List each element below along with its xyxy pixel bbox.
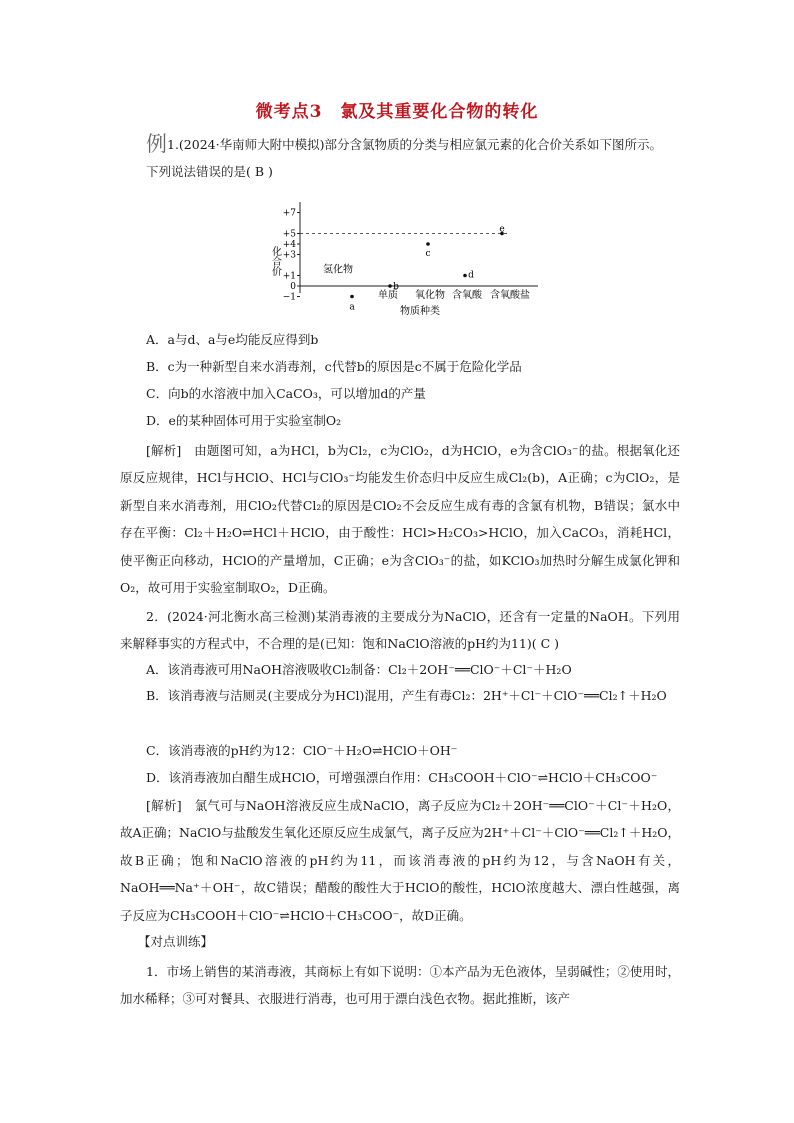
y-tick-label: +4 bbox=[282, 240, 296, 250]
y-tick-label: +7 bbox=[282, 208, 296, 219]
analysis-2: [解析] 氯气可与NaOH溶液反应生成NaClO，离子反应为Cl₂＋2OH⁻══ClO⁻＋Cl⁻＋H₂O，故A正确；NaClO与盐酸发生氧化还原反应生成氯气，离子反应为2H⁺＋Cl⁻＋ClO⁻══Cl₂↑＋H₂O，故B正确；饱和NaClO溶液的pH约为11，而该消毒液的pH约为12，与含NaOH有关，NaOH══Na⁺＋OH⁻，故C错误；醋酸的酸性大于HClO的酸性，HClO浓度越大、漂白性越强，离子反应为CH₃COOH＋ClO⁻⇌HClO＋CH₃COO⁻，故D正确。 bbox=[120, 798, 681, 923]
option-2b: B．该消毒液与洁厕灵(主要成分为HCl)混用，产生有毒Cl₂：2H⁺＋Cl⁻＋ClO⁻══Cl₂↑＋H₂O bbox=[146, 688, 667, 703]
point-label-e: e bbox=[499, 224, 505, 235]
point-label-c: c bbox=[425, 249, 431, 259]
option-2c: C．该消毒液的pH约为12：ClO⁻＋H₂O⇌HClO＋OH⁻ bbox=[146, 743, 458, 758]
option-2a: A．该消毒液可用NaOH溶液吸收Cl₂制备：Cl₂＋2OH⁻══ClO⁻＋Cl⁻＋H₂O bbox=[146, 662, 572, 677]
y-tick-label: +1 bbox=[282, 271, 296, 282]
question-1-stem bbox=[146, 131, 666, 185]
question-1-text: 1.(2024·华南师大附中模拟)部分含氯物质的分类与相应氯元素的化合价关系如下图所示。下列说法错误的是( B ) bbox=[146, 137, 662, 179]
y-ticks bbox=[283, 209, 300, 303]
y-tick-label: +3 bbox=[282, 250, 296, 261]
question-2-stem: 2．(2024·河北衡水高三检测)某消毒液的主要成分为NaClO，还含有一定量的NaOH。下列用来解释事实的方程式中，不合理的是(已知：饱和NaClO溶液的pH约为11)( C ) bbox=[120, 609, 680, 652]
x-axis-label: 物质种类 bbox=[400, 306, 440, 317]
y-tick-label: 0 bbox=[290, 282, 296, 292]
option-1c: C．向b的水溶液中加入CaCO₃，可以增加d的产量 bbox=[146, 386, 426, 401]
point-d bbox=[463, 274, 467, 278]
page-title: 微考点3 氯及其重要化合物的转化 bbox=[255, 102, 539, 122]
y-axis-label: 化合价 bbox=[270, 246, 281, 276]
category-label: 氢化物 bbox=[323, 264, 353, 276]
category-label: 含氧酸盐 bbox=[490, 290, 530, 301]
category-label: 氧化物 bbox=[415, 290, 445, 301]
point-b bbox=[388, 284, 392, 288]
example-mark: 例 bbox=[146, 132, 167, 156]
point-label-b: b bbox=[393, 282, 399, 292]
option-1b: B．c为一种新型自来水消毒剂，c代替b的原因是c不属于危险化学品 bbox=[146, 359, 522, 374]
point-a bbox=[350, 295, 354, 299]
training-heading: 【对点训练】 bbox=[138, 934, 214, 949]
point-label-d: d bbox=[468, 270, 474, 281]
y-tick-label: −1 bbox=[282, 292, 296, 303]
training-question-1: 1．市场上销售的某消毒液，其商标上有如下说明：①本产品为无色液体，呈弱碱性；②使用时，加水稀释；③可对餐具、衣服进行消毒，也可用于漂白浅色衣物。据此推断，该产 bbox=[120, 964, 680, 1007]
option-1d: D．e的某种固体可用于实验室制O₂ bbox=[146, 413, 342, 428]
category-label: 单质 bbox=[378, 290, 398, 301]
option-2d: D．该消毒液加白醋生成HClO，可增强漂白作用：CH₃COOH＋ClO⁻⇌HClO＋CH₃COO⁻ bbox=[146, 770, 658, 785]
option-1a: A．a与d、a与e均能反应得到b bbox=[146, 332, 319, 347]
analysis-1: [解析] 由题图可知，a为HCl，b为Cl₂，c为ClO₂，d为HClO，e为含ClO₃⁻的盐。根据氧化还原反应规律，HCl与HClO、HCl与ClO₃⁻均能发生价态归中反应生成Cl₂(b)，A正确；c为ClO₂，是新型自来水消毒剂，用ClO₂代替Cl₂的原因是ClO₂不会反应生成有毒的含氯有机物，B错误；氯水中存在平衡：Cl₂＋H₂O⇌HCl＋HClO，由于酸性：HCl>H₂CO₃>HClO，加入CaCO₃，消耗HCl，使平衡正向移动，HClO的产量增加，C正确；e为含ClO₃⁻的盐，如KClO₃加热时分解生成氯化钾和O₂，故可用于实验室制取O₂，D正确。 bbox=[120, 443, 680, 596]
category-label: 含氧酸 bbox=[452, 290, 482, 301]
x-categories bbox=[323, 262, 530, 301]
valence-chart bbox=[270, 198, 545, 328]
point-c bbox=[426, 242, 430, 246]
point-label-a: a bbox=[349, 302, 355, 313]
y-tick-label: +5 bbox=[282, 229, 296, 240]
